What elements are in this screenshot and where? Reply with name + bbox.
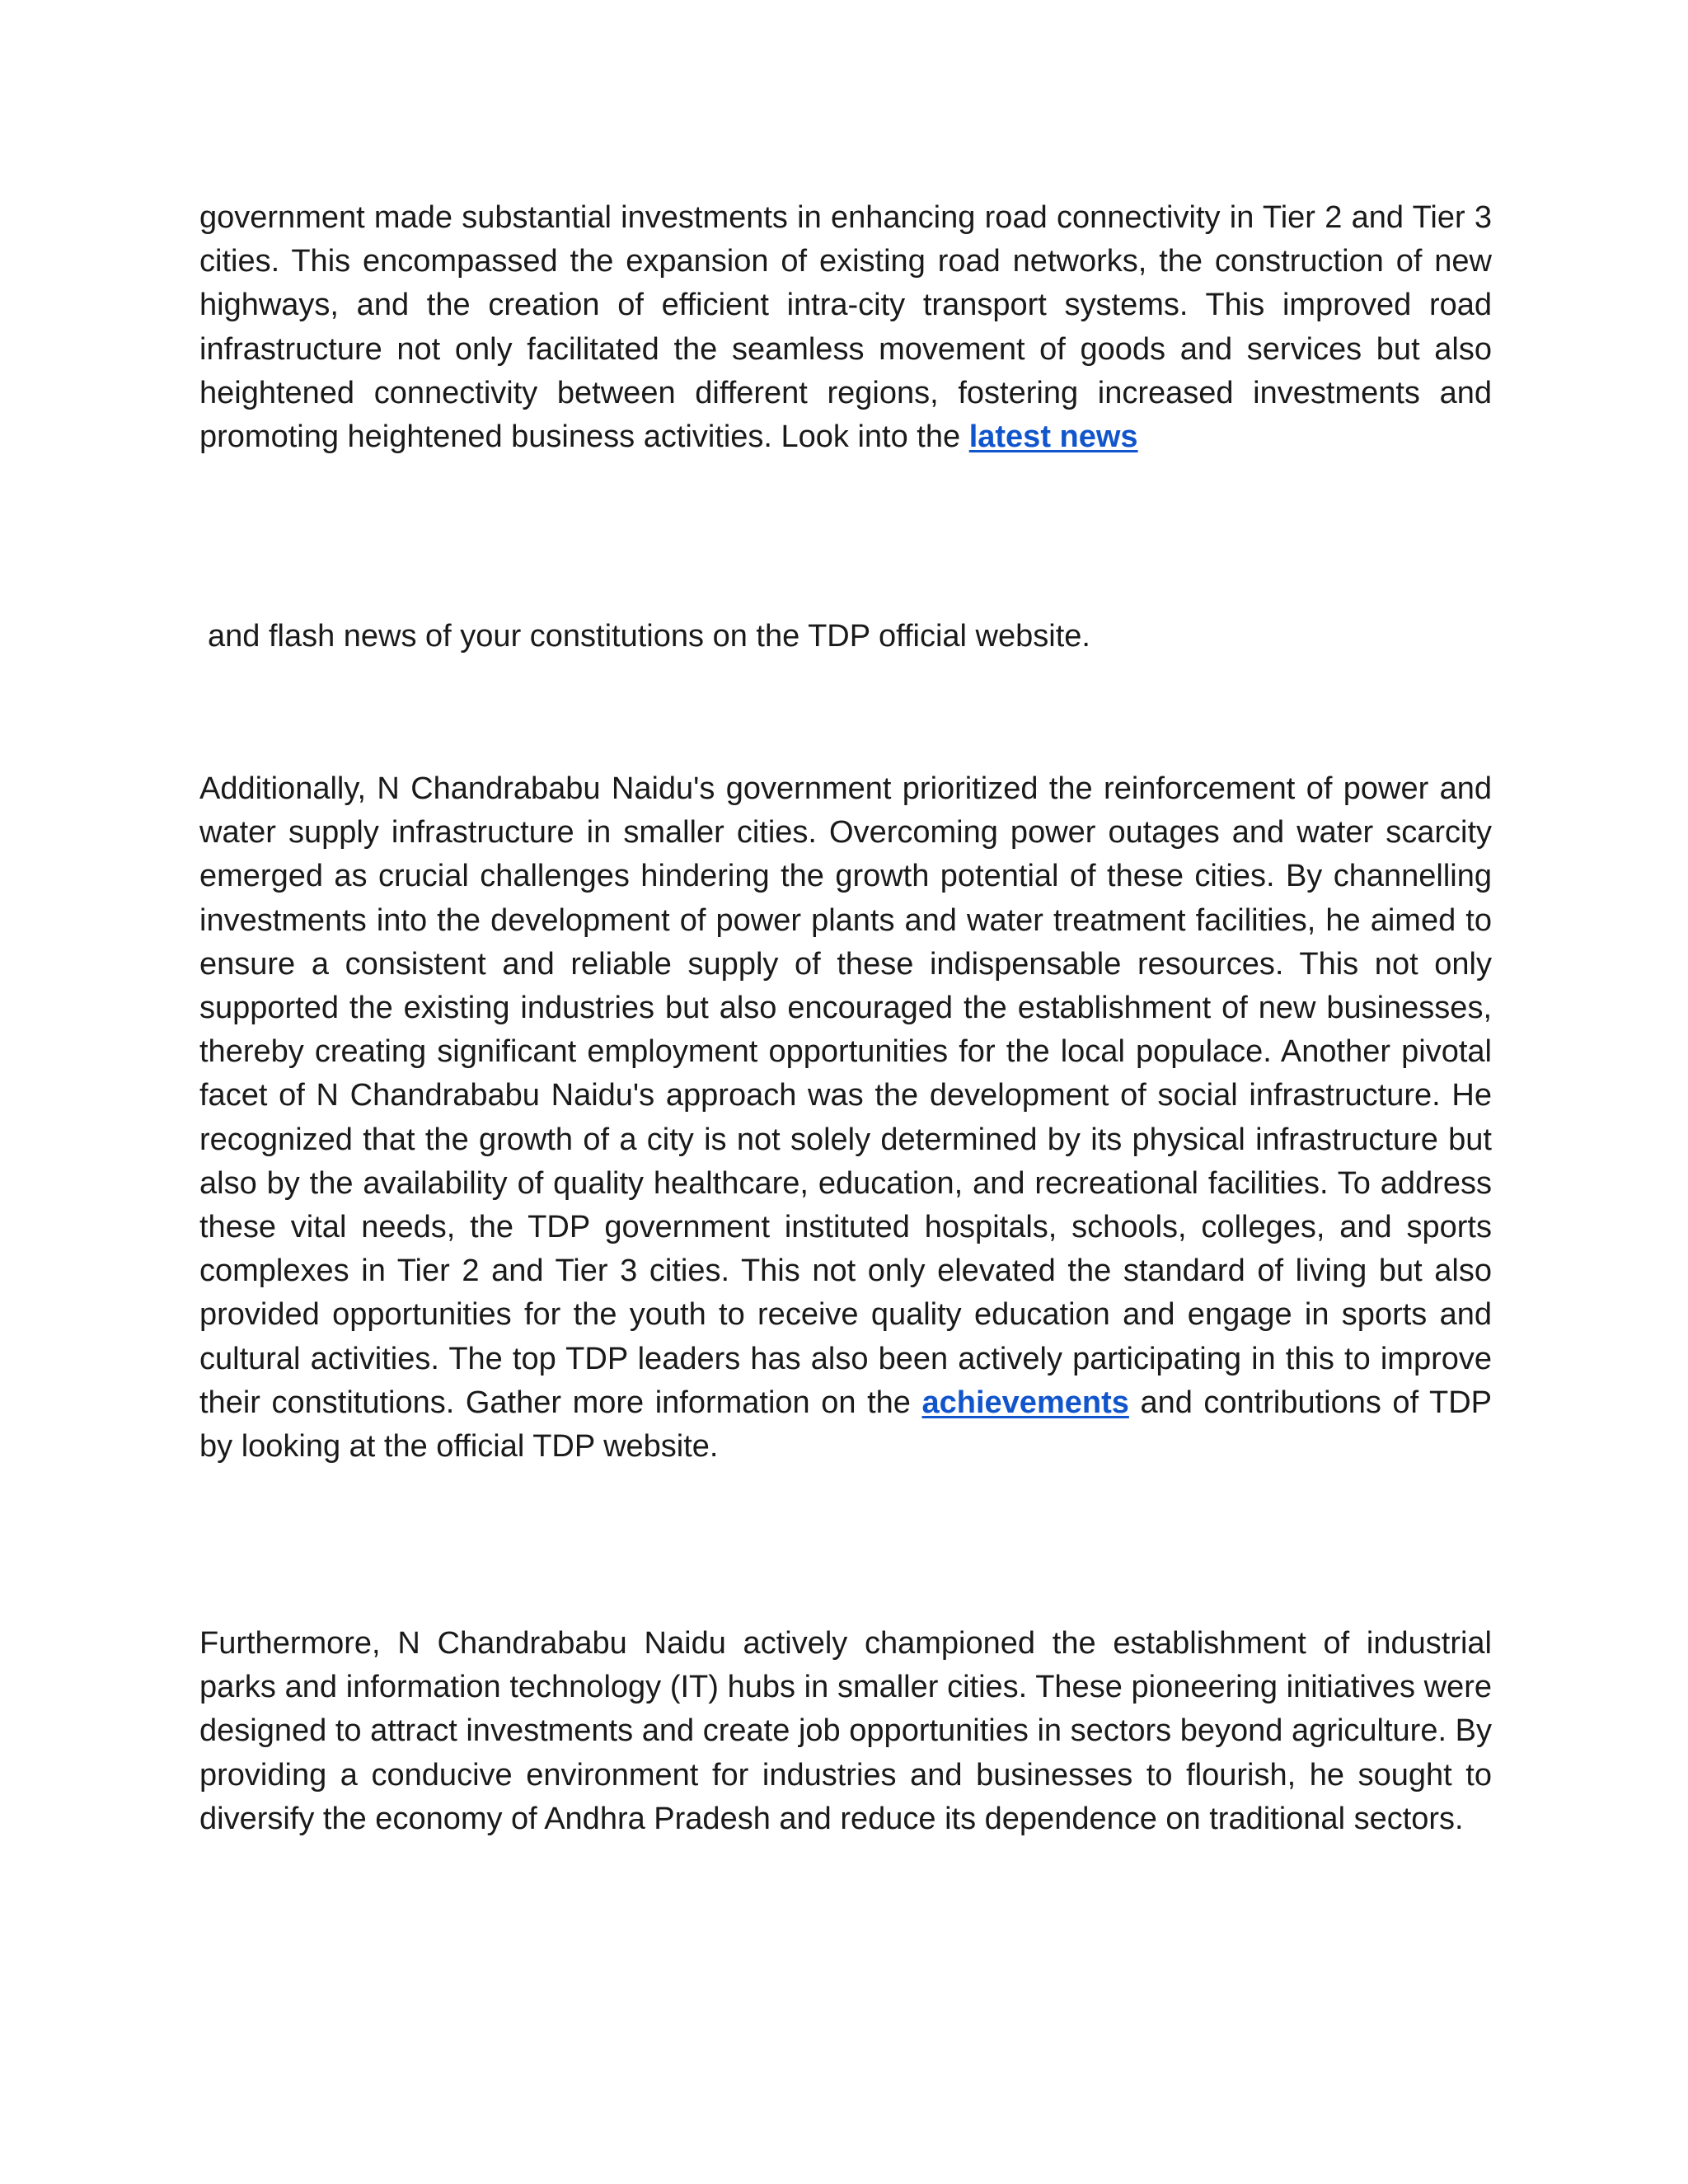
paragraph-3-text-after-link: and contributions of TDP by looking at the official TDP website. — [199, 1385, 1493, 1465]
paragraph-2-text: and flash news of your constitutions on the TDP official website. — [208, 619, 1090, 654]
paragraph-1-text: government made substantial investments in enhancing road connectivity in Tier 2 and Tier 3 cities. This encompassed the expansion of existing road networks, the construction of new highways, and the creation of efficient intra-city transport systems. This improved road infrastructure not only facilitated the seamless movement of goods and services but also heightened connectivity between different regions, fostering increased investments and promoting heightened business activities. Look into the — [199, 200, 1492, 455]
paragraph-4-text: Furthermore, N Chandrababu Naidu actively championed the establishment of industrial parks and information technology (IT) hubs in smaller cities. These pioneering initiatives were designed to attract investments and create job opportunities in sectors beyond agriculture. By providing a conducive environment for industries and businesses to flourish, he sought to diversify the economy of Andhra Pradesh and reduce its dependence on traditional sectors. — [199, 1626, 1492, 1836]
latest-news-link[interactable]: latest news — [968, 419, 1138, 455]
paragraph-road-connectivity — [199, 196, 1492, 459]
paragraph-flash-news — [208, 615, 1500, 658]
paragraph-power-water-social — [199, 767, 1492, 1469]
achievements-link[interactable]: achievements — [921, 1385, 1129, 1420]
paragraph-industrial-parks — [199, 1622, 1492, 1841]
paragraph-3-text-before-link: Additionally, N Chandrababu Naidu's government prioritized the reinforcement of power and water supply infrastructure in smaller cities. Overcoming power outages and water scarcity emerged as crucial challenges hindering the growth potential of these cities. By channelling investments into the development of power plants and water treatment facilities, he aimed to ensure a consistent and reliable supply of these indispensable resources. This not only supported the existing industries but also encouraged the establishment of new businesses, thereby creating significant employment opportunities for the local populace. Another pivotal facet of N Chandrababu Naidu's approach was the development of social infrastructure. He recognized that the growth of a city is not solely determined by its physical infrastructure but also by the availability of quality healthcare, education, and recreational facilities. To address these vital needs, the TDP government instituted hospitals, schools, colleges, and sports complexes in Tier 2 and Tier 3 cities. This not only elevated the standard of living but also provided opportunities for the youth to receive quality education and engage in sports and cultural activities. The top TDP leaders has also been actively participating in this to improve their constitutions. Gather more information on the — [199, 771, 1492, 1420]
